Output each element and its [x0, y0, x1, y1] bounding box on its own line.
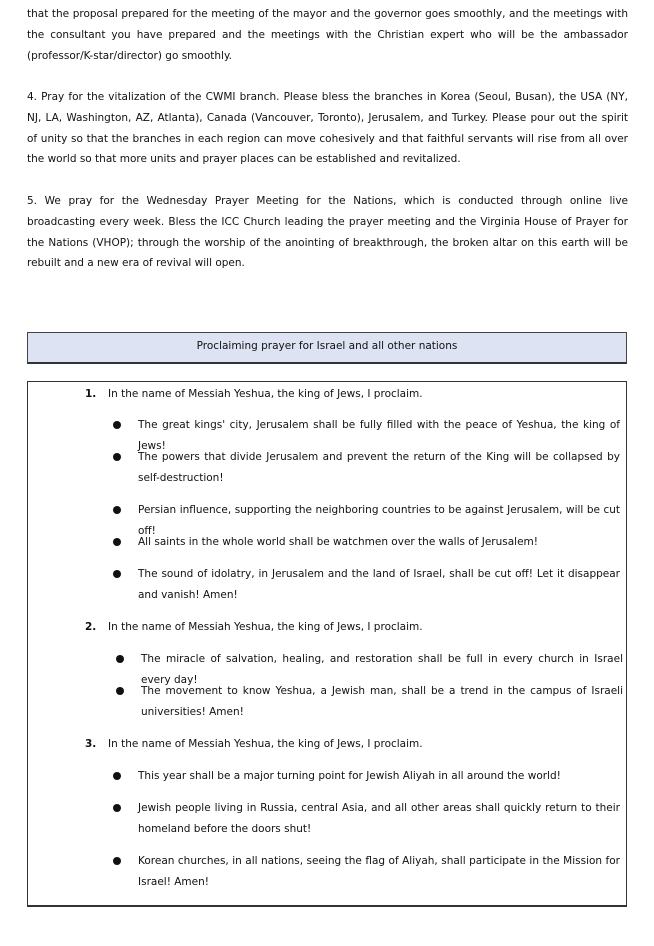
list-item: Jewish people living in Russia, central Asia, and all other areas shall quickly return to their homeland before the doors shut!	[138, 802, 620, 835]
list-item: The powers that divide Jerusalem and prevent the return of the King will be collapsed by self-destruction!	[138, 451, 620, 484]
section-number: 1.	[85, 388, 97, 400]
list-item: Korean churches, in all nations, seeing the flag of Aliyah, shall participate in the Mission for Israel! Amen!	[138, 855, 620, 888]
proclamation-title-box	[27, 332, 627, 364]
bullet-icon	[113, 506, 121, 514]
list-item: All saints in the whole world shall be watchmen over the walls of Jerusalem!	[138, 536, 538, 548]
paragraph-continuation: that the proposal prepared for the meeting of the mayor and the governor goes smoothly, and the meetings with the consultant you have prepared and the meetings with the Christian expert who will be the ambassador (professor/K-star/director) go smoothly.	[27, 8, 628, 62]
list-item: This year shall be a major turning point for Jewish Aliyah in all around the world!	[138, 770, 561, 782]
bullet-icon	[113, 453, 121, 461]
list-item: The miracle of salvation, healing, and restoration shall be full in every church in Israel every day!	[141, 653, 623, 686]
paragraph-item-5: 5. We pray for the Wednesday Prayer Meeting for the Nations, which is conducted through online live broadcasting every week. Bless the ICC Church leading the prayer meeting and the Virginia House of Prayer for the Nations (VHOP); through the worship of the anointing of breakthrough, the broken altar on this earth will be rebuilt and a new era of revival will open.	[27, 195, 628, 270]
section-number: 3.	[85, 738, 97, 750]
list-item: The sound of idolatry, in Jerusalem and the land of Israel, shall be cut off! Let it disappear and vanish! Amen!	[138, 568, 620, 601]
bullet-icon	[113, 570, 121, 578]
bullet-icon	[113, 772, 121, 780]
list-item: Persian influence, supporting the neighboring countries to be against Jerusalem, will be cut off!	[138, 504, 620, 537]
section-heading: In the name of Messiah Yeshua, the king of Jews, I proclaim.	[108, 621, 423, 633]
section-heading: In the name of Messiah Yeshua, the king of Jews, I proclaim.	[108, 388, 423, 400]
proclamation-title: Proclaiming prayer for Israel and all other nations	[196, 340, 458, 352]
list-item: The great kings' city, Jerusalem shall be fully filled with the peace of Yeshua, the king of Jews!	[138, 419, 620, 452]
bullet-icon	[113, 421, 121, 429]
section-number: 2.	[85, 621, 97, 633]
bullet-icon	[116, 655, 124, 663]
bullet-icon	[116, 687, 124, 695]
list-item: The movement to know Yeshua, a Jewish man, shall be a trend in the campus of Israeli universities! Amen!	[141, 685, 623, 718]
bullet-icon	[113, 538, 121, 546]
bullet-icon	[113, 857, 121, 865]
paragraph-item-4: 4. Pray for the vitalization of the CWMI branch. Please bless the branches in Korea (Seoul, Busan), the USA (NY, NJ, LA, Washington, AZ, Atlanta), Canada (Vancouver, Toronto), Jerusalem, and Turkey. Please pour out the spirit of unity so that the branches in each region can move cohesively and that faithful servants will rise from all over the world so that more units and prayer places can be established and revitalized.	[27, 91, 628, 166]
section-heading: In the name of Messiah Yeshua, the king of Jews, I proclaim.	[108, 738, 423, 750]
proclamation-list-box	[27, 381, 627, 907]
bullet-icon	[113, 804, 121, 812]
